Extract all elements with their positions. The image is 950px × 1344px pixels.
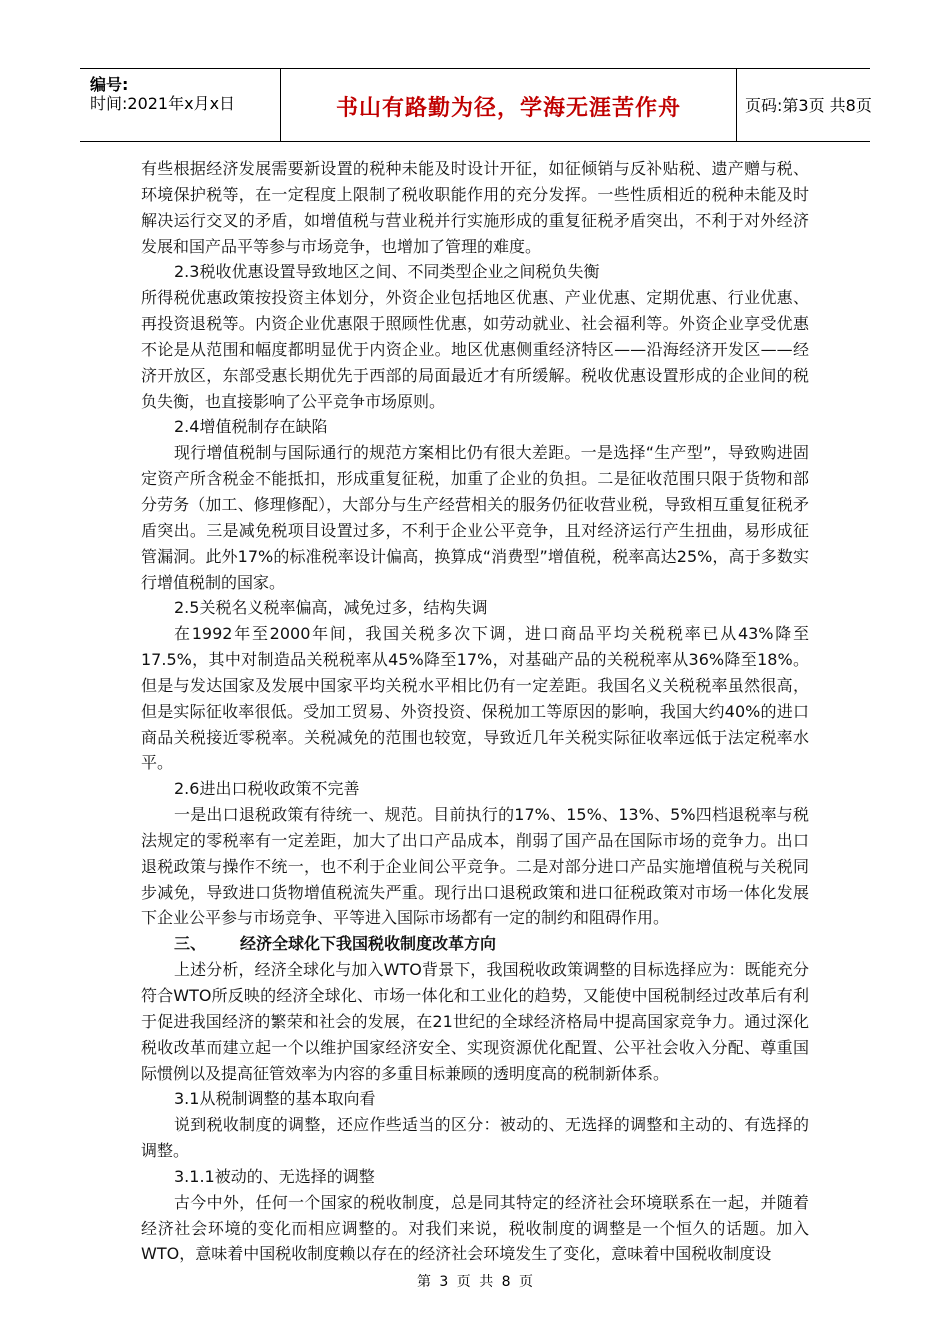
body-paragraph: 所得税优惠政策按投资主体划分，外资企业包括地区优惠、产业优惠、定期优惠、行业优惠、再投资退税等。内资企业优惠限于照顾性优惠，如劳动就业、社会福利等。外资企业享受优惠不论是从范围和幅度都明显优于内资企业。地区优惠侧重经济特区——沿海经济开发区——经济开放区，东部受惠长期优先于西部的局面最近才有所缓解。税收优惠设置形成的企业间的税负失衡，也直接影响了公平竞争市场原则。 xyxy=(141,288,809,411)
section-number: 三、 xyxy=(174,934,207,954)
body-paragraph: 2.6进出口税收政策不完善 xyxy=(174,779,360,799)
body-paragraph: 2.5关税名义税率偏高，减免过多，结构失调 xyxy=(174,598,488,618)
header-left-cell xyxy=(80,69,281,141)
body-paragraph: 有些根据经济发展需要新设置的税种未能及时设计开征，如征倾销与反补贴税、遗产赠与税、环境保护税等，在一定程度上限制了税收职能作用的充分发挥。一些性质相近的税种未能及时解决运行交叉的矛盾，如增值税与营业税并行实施形成的重复征税矛盾突出，不利于对外经济发展和国产品平等参与市场竞争，也增加了管理的难度。 xyxy=(141,159,809,256)
section-title: 经济全球化下我国税收制度改革方向 xyxy=(240,934,497,954)
document-body xyxy=(141,156,809,1267)
body-paragraph: 现行增值税制与国际通行的规范方案相比仍有很大差距。一是选择“生产型”，导致购进固定资产所含税金不能抵扣，形成重复征税，加重了企业的负担。二是征收范围只限于货物和部分劳务（加工、修理修配），大部分与生产经营相关的服务仍征收营业税，导致相互重复征税矛盾突出。三是减免税项目设置过多，不利于企业公平竞争，且对经济运行产生扭曲，易形成征管漏洞。此外17%的标准税率设计偏高，换算成“消费型”增值税，税率高达25%，高于多数实行增值税制的国家。 xyxy=(141,443,809,592)
document-number-label: 编号: xyxy=(90,75,129,94)
header-page-cell xyxy=(737,69,870,141)
page-footer: 第 3 页 共 8 页 xyxy=(416,1274,534,1290)
section-heading xyxy=(141,931,809,957)
header-motto: 书山有路勤为径，学海无涯苦作舟 xyxy=(335,96,681,121)
body-paragraph: 2.4增值税制存在缺陷 xyxy=(174,417,328,437)
body-paragraph: 3.1.1被动的、无选择的调整 xyxy=(174,1166,375,1186)
page-header xyxy=(80,68,870,142)
header-page-number: 页码:第3页 共8页 xyxy=(745,96,872,115)
header-motto-cell xyxy=(281,69,737,141)
body-paragraph: 3.1从税制调整的基本取向看 xyxy=(174,1089,376,1109)
body-paragraph: 在1992年至2000年间，我国关税多次下调，进口商品平均关税税率已从43%降至17.5%，其中对制造品关税税率从45%降至17%，对基础产品的关税税率从36%降至18%。但是与发达国家及发展中国家平均关税水平相比仍有一定差距。我国名义关税税率虽然很高，但是实际征收率很低。受加工贸易、外资投资、保税加工等原因的影响，我国大约40%的进口商品关税接近零税率。关税减免的范围也较宽，导致近几年关税实际征收率远低于法定税率水平。 xyxy=(141,624,809,773)
body-paragraph: 2.3税收优惠设置导致地区之间、不同类型企业之间税负失衡 xyxy=(174,262,600,282)
body-paragraph: 上述分析，经济全球化与加入WTO背景下，我国税收政策调整的目标选择应为：既能充分符合WTO所反映的经济全球化、市场一体化和工业化的趋势，又能使中国税制经过改革后有利于促进我国经济的繁荣和社会的发展，在21世纪的全球经济格局中提高国家竞争力。通过深化税收改革而建立起一个以维护国家经济安全、实现资源优化配置、公平社会收入分配、尊重国际惯例以及提高征管效率为内容的多重目标兼顾的透明度高的税制新体系。 xyxy=(141,960,809,1083)
body-paragraph: 古今中外，任何一个国家的税收制度，总是同其特定的经济社会环境联系在一起，并随着经济社会环境的变化而相应调整的。对我们来说，税收制度的调整是一个恒久的话题。加入WTO，意味着中国税收制度赖以存在的经济社会环境发生了变化，意味着中国税收制度设 xyxy=(141,1192,809,1264)
body-paragraph: 说到税收制度的调整，还应作些适当的区分：被动的、无选择的调整和主动的、有选择的调整。 xyxy=(141,1115,809,1161)
body-paragraph: 一是出口退税政策有待统一、规范。目前执行的17%、15%、13%、5%四档退税率与税法规定的零税率有一定差距，加大了出口产品成本，削弱了国产品在国际市场的竞争力。出口退税政策与操作不统一，也不利于企业间公平竞争。二是对部分进口产品实施增值税与关税同步减免，导致进口货物增值税流失严重。现行出口退税政策和进口征税政策对市场一体化发展下企业公平参与市场竞争、平等进入国际市场都有一定的制约和阻碍作用。 xyxy=(141,805,809,928)
document-date-label: 时间:2021年x月x日 xyxy=(90,94,236,113)
